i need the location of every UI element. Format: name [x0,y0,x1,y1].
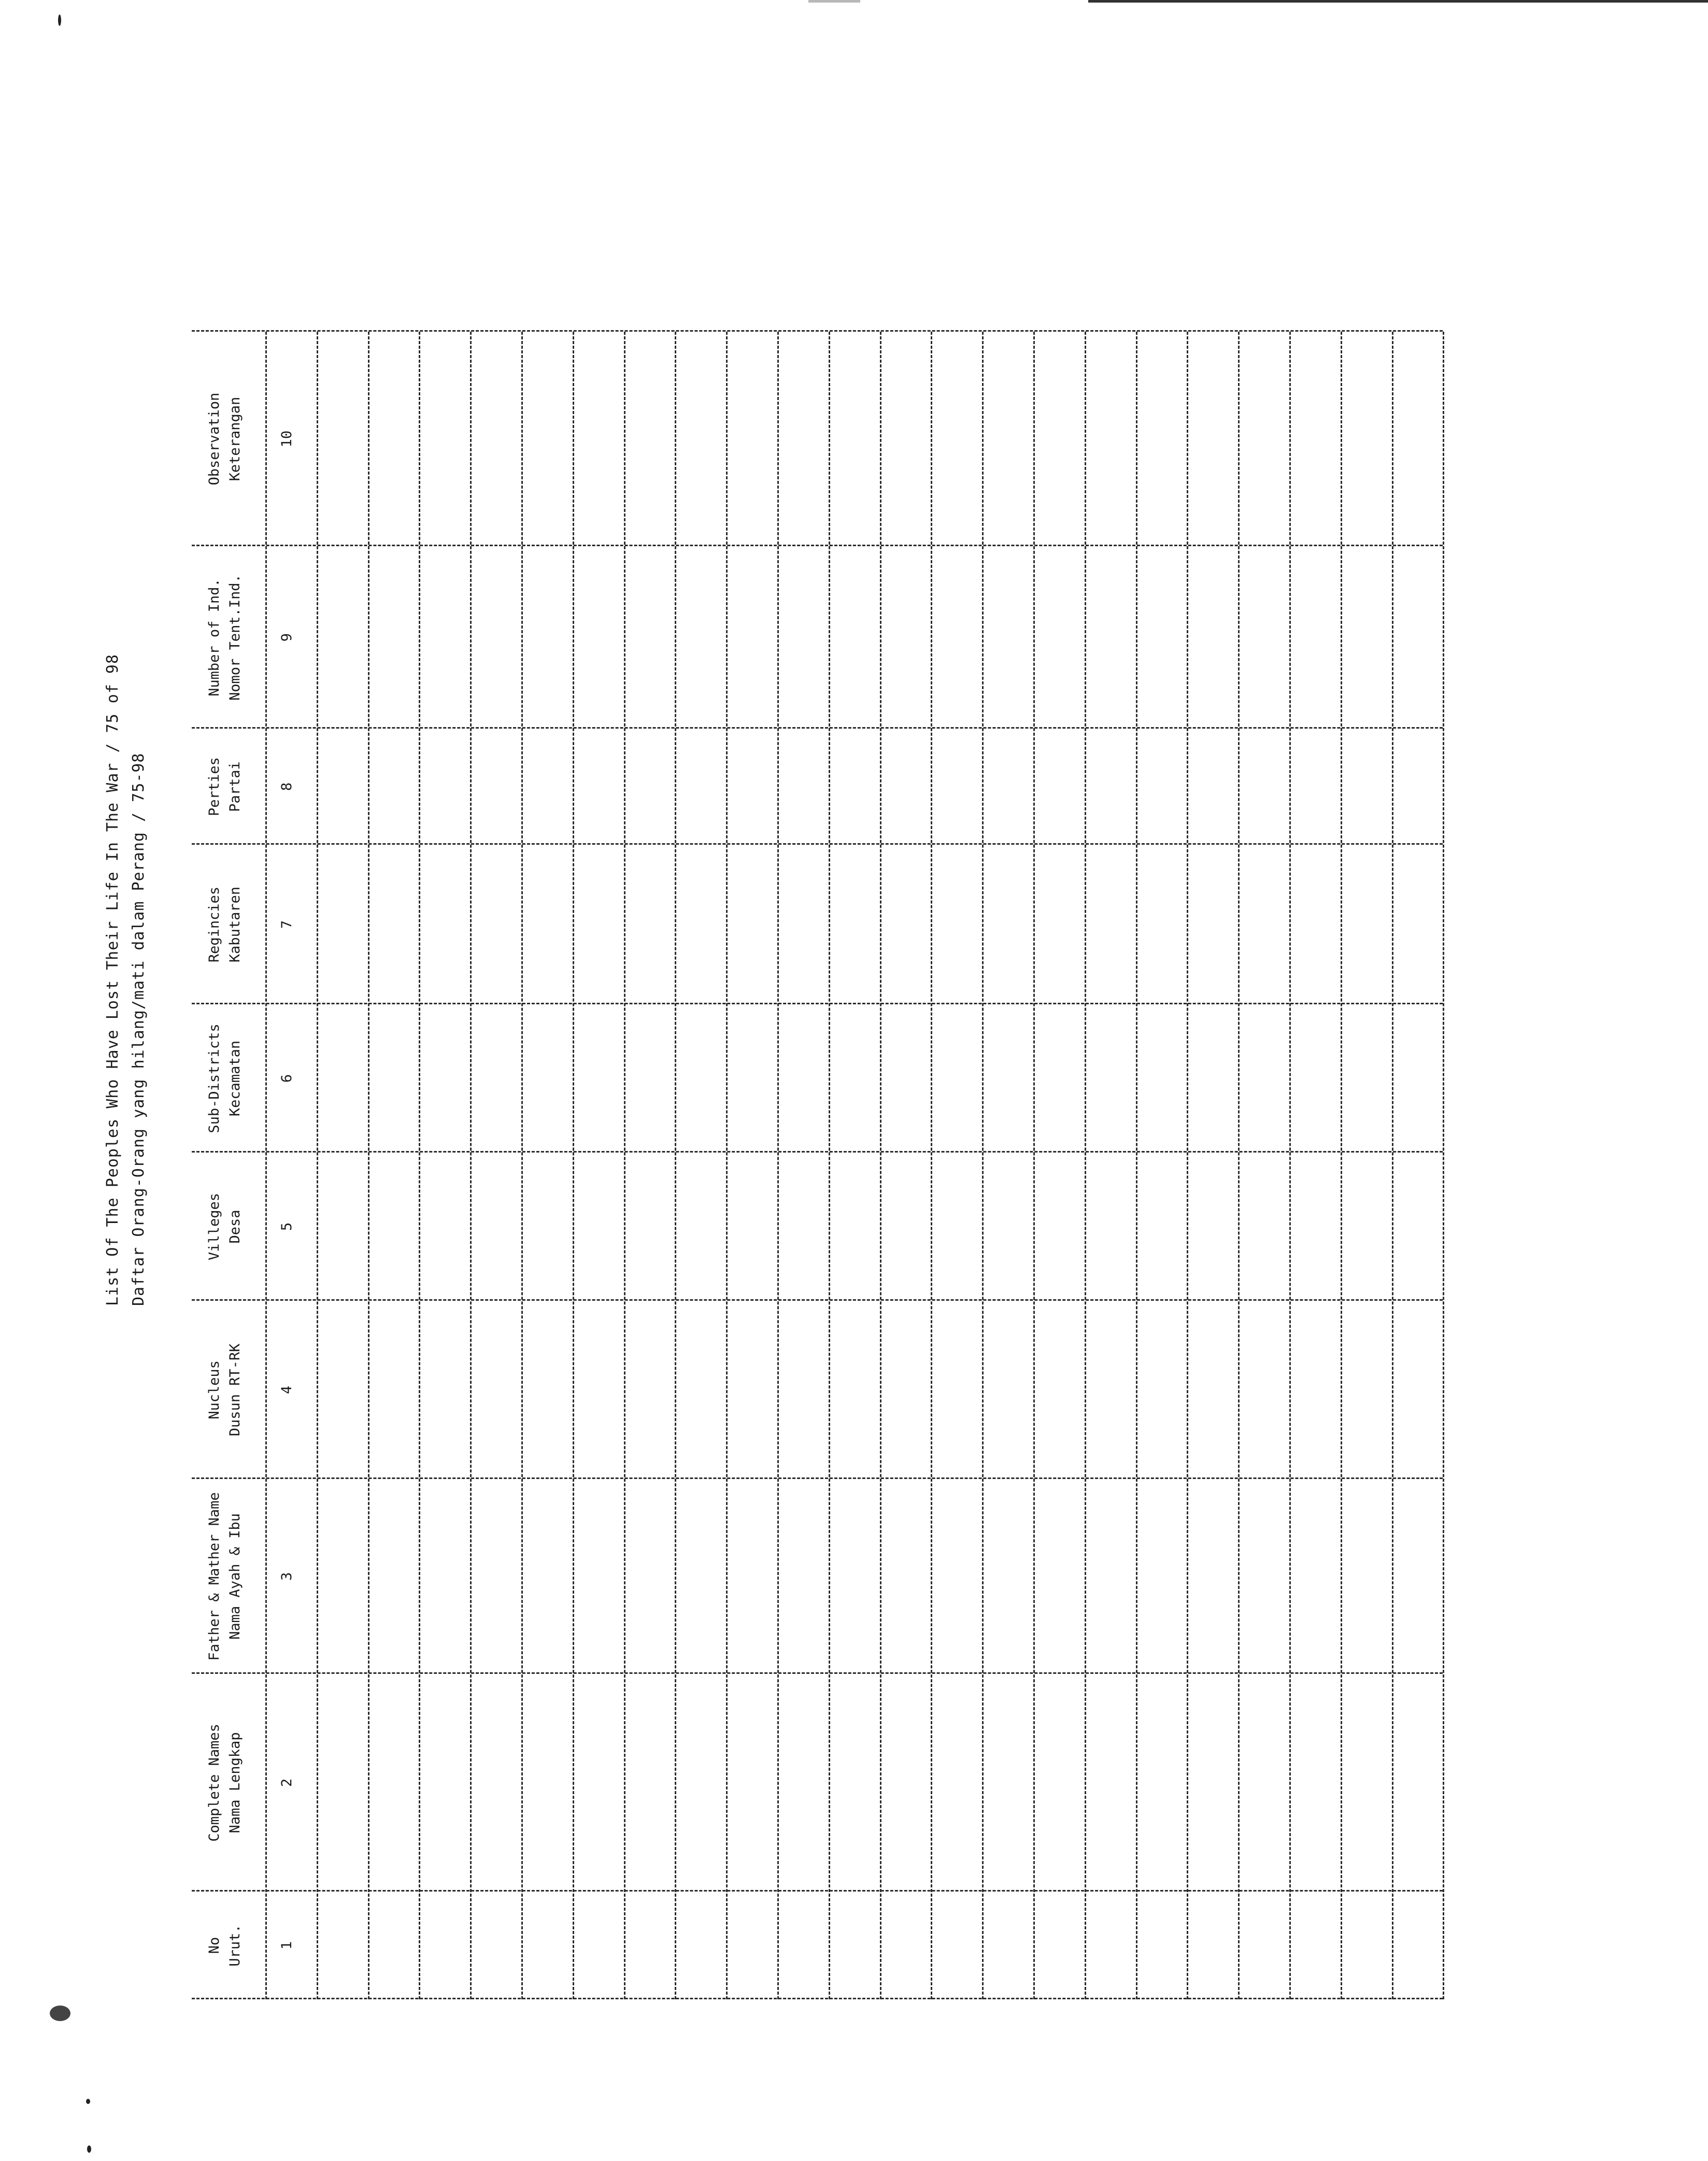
column-number: 1 [279,1941,295,1950]
column-number: 8 [279,782,295,791]
table-row [1187,332,1238,1999]
table-row [573,332,624,1999]
column-header-id: Nama Ayah & Ibu [227,1513,243,1640]
column-number: 5 [279,1222,295,1231]
column-number: 9 [279,633,295,642]
column-header-2 [204,1674,246,1892]
table-row [624,332,675,1999]
column-header-id: Keterangan [227,396,243,481]
column-header-id: Desa [227,1210,243,1244]
table-row [726,332,777,1999]
table-row [521,332,573,1999]
table-row [1289,332,1341,1999]
column-header-6 [204,1004,246,1153]
table-row [880,332,931,1999]
table-row [675,332,726,1999]
document-title-id: Daftar Orang-Orang yang hilang/mati dalam Perang / 75-98 [130,752,148,1306]
table-row [1341,332,1392,1999]
column-number: 6 [279,1074,295,1083]
column-header-id: Partai [227,761,243,812]
column-number: 4 [279,1385,295,1395]
column-header-8 [204,729,246,845]
column-header-en: Nucleus [206,1360,222,1419]
table-row [265,332,317,1999]
column-number: 2 [279,1778,295,1787]
column-header-en: No [206,1937,222,1954]
column-header-9 [204,546,246,729]
column-header-en: Complete Names [206,1724,222,1842]
table-row [982,332,1033,1999]
column-header-id: Dusun RT-RK [227,1343,243,1437]
column-header-en: Father & Mather Name [206,1492,222,1661]
column-header-en: Sub-Districts [206,1023,222,1133]
document-title-en: List Of The Peoples Who Have Lost Their Life In The War / 75 of 98 [104,653,122,1306]
column-header-id: Kecamatan [227,1040,243,1117]
table-row [931,332,982,1999]
column-header-5 [204,1153,246,1301]
column-header-id: Nomor Tent.Ind. [227,574,243,701]
table-row [317,332,368,1999]
table-row [1392,332,1443,1999]
column-number: 3 [279,1572,295,1581]
table-row [470,332,521,1999]
column-header-id: Nama Lengkap [227,1732,243,1833]
table-row [829,332,880,1999]
table-row [1238,332,1289,1999]
column-header-4 [204,1301,246,1479]
column-number: 7 [279,920,295,929]
column-header-en: Villeges [206,1192,222,1261]
table-row [777,332,829,1999]
column-header-en: Number of Ind. [206,578,222,696]
table-row [1085,332,1136,1999]
table-row [419,332,470,1999]
column-header-en: Perties [206,757,222,816]
column-header-en: Regincies [206,886,222,963]
column-number: 10 [279,430,295,448]
row-divider [1443,332,1444,1999]
column-header-3 [204,1479,246,1674]
column-header-10 [204,332,246,546]
column-header-id: Kabutaren [227,886,243,963]
column-header-id: Urut. [227,1924,243,1967]
column-header-1 [204,1892,246,1999]
table-row [368,332,419,1999]
table-row [1033,332,1085,1999]
column-header-7 [204,845,246,1004]
table-row [1136,332,1187,1999]
column-header-en: Observation [206,392,222,486]
